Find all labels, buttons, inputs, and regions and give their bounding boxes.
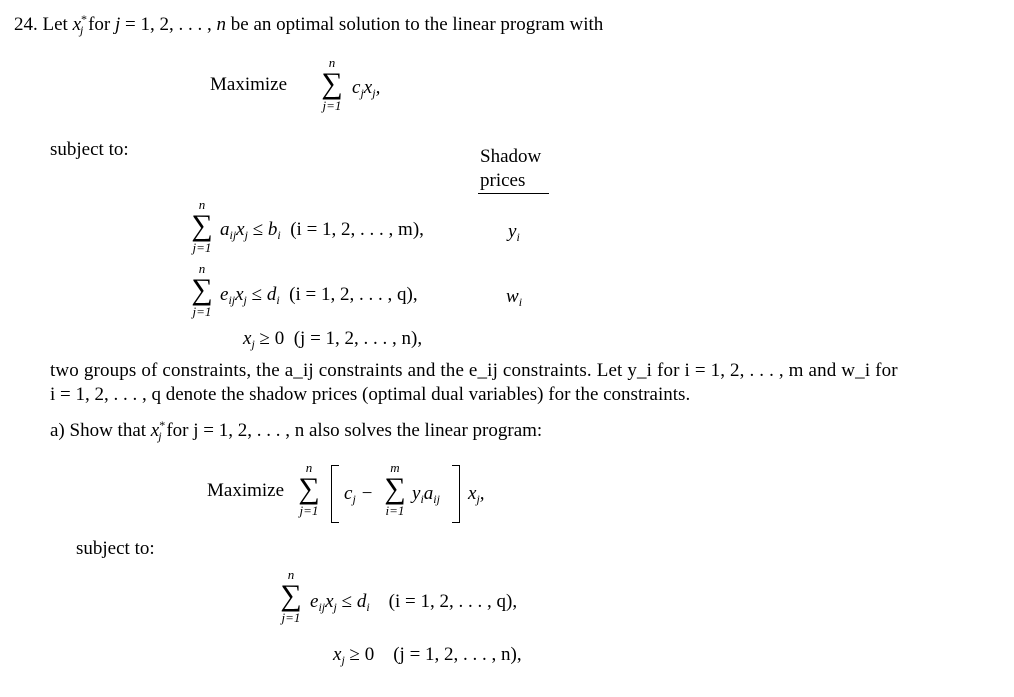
paragraph-line-1: two groups of constraints, the a_ij constraints and the e_ij constraints. Let y_i for i = 1, 2, . . . , m and w_i for (50, 360, 898, 381)
shadow-prices-line1: Shadow (480, 146, 542, 167)
subject-to-1: subject to: (50, 139, 129, 160)
sum-symbol-constraint-e-2: n ∑ j=1 (280, 567, 302, 625)
nonneg-range-2: (j = 1, 2, . . . , n), (393, 644, 522, 665)
right-bracket (452, 465, 460, 523)
problem-intro-line: 24. Let $x^*_j$ for j = 1, 2, . . . , n be an optimal solution to the linear program with (14, 12, 604, 37)
subject-to-2: subject to: (76, 538, 155, 559)
left-bracket (331, 465, 339, 523)
nonneg-range-1: (j = 1, 2, . . . , n), (293, 328, 423, 349)
constraint-e-2-range: (i = 1, 2, . . . , q), (388, 591, 518, 612)
part-a-range: for j = 1, 2, . . . , n (166, 420, 305, 441)
part-a-rest: also solves the linear program: (308, 420, 543, 441)
constraint-a-range: (i = 1, 2, . . . , m), (290, 219, 424, 240)
part-a-label: a) Show that (50, 420, 147, 441)
objective-2-xj: $x_j$, (468, 483, 485, 506)
constraint-e-2-expression: $e_{ij}x_j \le d_i$ (i = 1, 2, . . . , q), (310, 591, 518, 614)
shadow-prices-underline (478, 193, 549, 194)
dual-variable-w: $w_i$ (506, 286, 523, 309)
maximize-label-2: Maximize (207, 480, 285, 501)
intro-let: Let (42, 14, 68, 35)
objective-2-cj: $c_j$ − (344, 483, 374, 506)
part-a-line: a) Show that $x^*_j$ for j = 1, 2, . . . , n also solves the linear program: (50, 418, 543, 443)
objective-1-expression: $c_jx_j$, (352, 77, 381, 100)
problem-number: 24. (14, 14, 38, 35)
constraint-e-range: (i = 1, 2, . . . , q), (289, 284, 418, 305)
constraint-e-expression: $e_{ij}x_j \le d_i$ (i = 1, 2, . . . , q), (220, 284, 418, 307)
intro-rest: be an optimal solution to the linear program with (230, 14, 604, 35)
nonnegativity-2: $x_j \ge 0$ (j = 1, 2, . . . , n), (333, 644, 522, 667)
maximize-label-1: Maximize (210, 74, 288, 95)
shadow-prices-line2: prices (480, 170, 526, 191)
sum-symbol-objective-2-inner: m ∑ i=1 (384, 460, 406, 518)
sum-symbol-constraint-e: n ∑ j=1 (191, 261, 213, 319)
sum-symbol-objective-1: n ∑ j=1 (321, 55, 343, 113)
objective-2-ya: $y_ia_{ij}$ (412, 483, 440, 506)
sum-symbol-constraint-a: n ∑ j=1 (191, 197, 213, 255)
dual-variable-y: $y_i$ (508, 221, 520, 244)
nonnegativity-1: $x_j \ge 0$ (j = 1, 2, . . . , n), (243, 328, 423, 351)
sum-symbol-objective-2-outer: n ∑ j=1 (298, 460, 320, 518)
paragraph-line-2: i = 1, 2, . . . , q denote the shadow prices (optimal dual variables) for the constraints. (50, 384, 691, 405)
constraint-a-expression: $a_{ij}x_j \le b_i$ (i = 1, 2, . . . , m), (220, 219, 424, 242)
